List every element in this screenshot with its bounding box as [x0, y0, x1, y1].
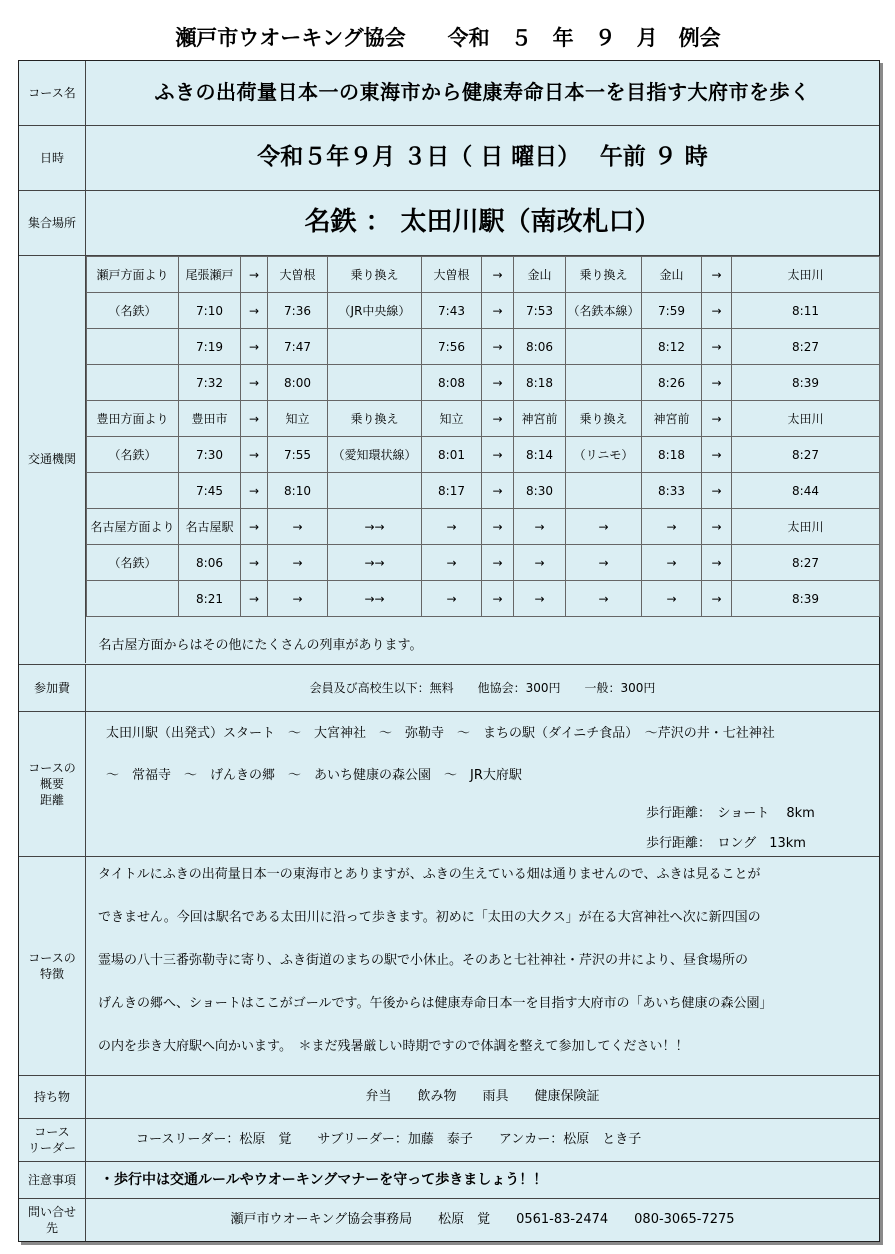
transit-cell: 8:06 — [514, 329, 566, 365]
event-sheet — [18, 60, 880, 1242]
transit-row — [87, 581, 880, 617]
transit-cell: 尾張瀬戸 — [179, 257, 241, 293]
label-caution: 注意事項 — [19, 1162, 86, 1198]
transit-cell: （名鉄） — [87, 545, 179, 581]
transit-cell — [87, 329, 179, 365]
transit-cell: （JR中央線） — [328, 293, 422, 329]
transit-cell: 8:26 — [642, 365, 702, 401]
transit-cell: → — [702, 509, 732, 545]
transit-row — [87, 293, 880, 329]
transit-cell: → — [702, 293, 732, 329]
transit-cell: → — [422, 509, 482, 545]
transit-cell: → — [241, 473, 268, 509]
label-meeting-place: 集合場所 — [19, 191, 86, 255]
transit-cell: → — [422, 545, 482, 581]
transit-cell: 7:30 — [179, 437, 241, 473]
transit-cell: → — [514, 581, 566, 617]
transit-cell: 8:18 — [642, 437, 702, 473]
transit-cell: 8:17 — [422, 473, 482, 509]
feature-line: できません。今回は駅名である太田川に沿って歩きます。初めに「太田の大クス」が在る大宮神社へ次に新四国の — [98, 910, 761, 925]
transit-cell: 8:39 — [732, 581, 880, 617]
transit-cell: 8:30 — [514, 473, 566, 509]
course-features — [86, 857, 879, 1075]
participation-fee: 会員及び高校生以下：無料 他協会：300円 一般：300円 — [309, 681, 656, 695]
transit-cell: → — [702, 257, 732, 293]
transit-row — [87, 437, 880, 473]
feature-line: タイトルにふきの出荷量日本一の東海市とありますが、ふきの生えている畑は通りませんので、ふきは見ることが — [98, 867, 761, 882]
transit-cell: 乗り換え — [328, 401, 422, 437]
transit-cell: → — [482, 473, 514, 509]
transit-cell: 7:19 — [179, 329, 241, 365]
transit-cell: → — [482, 365, 514, 401]
transit-cell — [566, 473, 642, 509]
label-contact: 問い合せ 先 — [19, 1199, 86, 1241]
outline-line-1: 太田川駅（出発式）スタート ～ 大宮神社 ～ 弥勒寺 ～ まちの駅（ダイニチ食品） ～芹沢の井・七社神社 — [106, 726, 775, 741]
transit-cell: 7:43 — [422, 293, 482, 329]
label-features: コースの 特徴 — [19, 857, 86, 1075]
belongings: 弁当 飲み物 雨具 健康保険証 — [365, 1089, 600, 1104]
transit-cell: → — [702, 329, 732, 365]
transit-cell: → — [566, 509, 642, 545]
transit-cell: 8:27 — [732, 545, 880, 581]
transit-cell: 7:56 — [422, 329, 482, 365]
transit-cell: 8:39 — [732, 365, 880, 401]
transit-cell: → — [241, 401, 268, 437]
transit-cell — [328, 473, 422, 509]
transit-cell: 8:08 — [422, 365, 482, 401]
transit-row — [87, 401, 880, 437]
transit-cell — [566, 329, 642, 365]
distance-short: 歩行距離： ショート 8km — [646, 806, 815, 821]
label-outline: コースの 概要 距離 — [19, 712, 86, 856]
transit-cell: → — [482, 293, 514, 329]
transit-cell: → — [702, 401, 732, 437]
transit-cell: 太田川 — [732, 509, 880, 545]
transit-cell: 8:01 — [422, 437, 482, 473]
transit-cell: （名鉄） — [87, 437, 179, 473]
transit-cell: → — [482, 401, 514, 437]
transit-cell: 8:10 — [268, 473, 328, 509]
transit-cell: → — [514, 545, 566, 581]
transit-cell: → — [702, 581, 732, 617]
transit-cell: 神宮前 — [514, 401, 566, 437]
transit-cell: 8:44 — [732, 473, 880, 509]
transit-cell: → — [482, 545, 514, 581]
transit-cell: 8:14 — [514, 437, 566, 473]
transit-cell: 7:10 — [179, 293, 241, 329]
course-name: ふきの出荷量日本一の東海市から健康寿命日本一を目指す大府市を歩く — [154, 80, 811, 104]
transit-cell: → — [642, 581, 702, 617]
transit-cell: → — [241, 509, 268, 545]
transit-cell: → — [482, 329, 514, 365]
transit-table — [86, 256, 880, 669]
transit-cell: 乗り換え — [566, 401, 642, 437]
label-leaders: コース リーダー — [19, 1119, 86, 1161]
label-course-name: コース名 — [19, 61, 86, 125]
transit-cell: → — [482, 509, 514, 545]
transit-cell: 神宮前 — [642, 401, 702, 437]
transit-cell: 8:18 — [514, 365, 566, 401]
transit-cell: 豊田方面より — [87, 401, 179, 437]
transit-cell: 大曽根 — [268, 257, 328, 293]
transit-row — [87, 509, 880, 545]
transit-cell: 7:47 — [268, 329, 328, 365]
transit-cell: → — [702, 473, 732, 509]
transit-cell: （名鉄） — [87, 293, 179, 329]
transit-cell: 大曽根 — [422, 257, 482, 293]
transit-cell: → — [482, 257, 514, 293]
feature-line: げんきの郷へ、ショートはここがゴールです。午後からは健康寿命日本一を目指す大府市の「あいち健康の森公園」 — [98, 996, 773, 1011]
transit-cell: → — [241, 437, 268, 473]
transit-cell: → — [702, 545, 732, 581]
label-transport: 交通機関 — [19, 256, 86, 663]
course-outline — [86, 712, 879, 856]
transit-cell: → — [268, 581, 328, 617]
transit-cell: 太田川 — [732, 257, 880, 293]
transit-body — [87, 257, 880, 617]
feature-line: 霊場の八十三番弥勒寺に寄り、ふき街道のまちの駅で小休止。そのあと七社神社・芹沢の井により、昼食場所の — [98, 953, 749, 968]
transit-cell: → — [241, 257, 268, 293]
transit-cell: 8:21 — [179, 581, 241, 617]
transit-cell: 8:27 — [732, 437, 880, 473]
transit-cell: → — [268, 509, 328, 545]
transit-cell: 知立 — [268, 401, 328, 437]
contact-info: 瀬戸市ウオーキング協会事務局 松原 覚 0561-83-2474 080-3065-7275 — [230, 1212, 735, 1227]
transit-cell: → — [241, 581, 268, 617]
transit-cell: →→ — [328, 509, 422, 545]
label-belongings: 持ち物 — [19, 1076, 86, 1118]
transit-cell: 名古屋方面より — [87, 509, 179, 545]
feature-line: の内を歩き大府駅へ向かいます。 ＊まだ残暑厳しい時期ですので体調を整えて参加してください！！ — [98, 1039, 689, 1054]
transit-cell: → — [241, 545, 268, 581]
transit-note: 名古屋方面からはその他にたくさんの列車があります。 — [87, 617, 880, 670]
transit-cell: （愛知環状線） — [328, 437, 422, 473]
transit-cell — [87, 473, 179, 509]
transit-cell: 8:11 — [732, 293, 880, 329]
transit-cell — [328, 365, 422, 401]
transit-cell: 8:12 — [642, 329, 702, 365]
transit-cell: → — [422, 581, 482, 617]
caution-note: ・歩行中は交通ルールやウオーキングマナーを守って歩きましょう！！ — [100, 1172, 548, 1188]
transit-note-row — [87, 617, 880, 670]
transit-row — [87, 545, 880, 581]
transit-cell: → — [702, 365, 732, 401]
transit-cell: 金山 — [642, 257, 702, 293]
transit-cell: （リニモ） — [566, 437, 642, 473]
transit-cell: → — [482, 581, 514, 617]
transit-cell: → — [482, 437, 514, 473]
meeting-place: 名鉄 ： 太田川駅（南改札口） — [304, 207, 661, 237]
transit-cell: 8:00 — [268, 365, 328, 401]
transit-cell: 8:27 — [732, 329, 880, 365]
transit-cell: → — [241, 329, 268, 365]
transit-cell — [328, 329, 422, 365]
transit-cell: → — [241, 293, 268, 329]
distance-long: 歩行距離： ロング 13km — [646, 836, 806, 851]
transit-cell: 乗り換え — [328, 257, 422, 293]
transit-row — [87, 365, 880, 401]
transit-cell: （名鉄本線） — [566, 293, 642, 329]
transit-cell: 7:45 — [179, 473, 241, 509]
transit-cell: → — [241, 365, 268, 401]
transit-cell: 7:36 — [268, 293, 328, 329]
transit-cell: 8:33 — [642, 473, 702, 509]
transit-cell: 知立 — [422, 401, 482, 437]
transit-cell: 7:55 — [268, 437, 328, 473]
transit-cell: 7:32 — [179, 365, 241, 401]
transit-cell: 豊田市 — [179, 401, 241, 437]
transit-cell: 7:53 — [514, 293, 566, 329]
transit-cell: 太田川 — [732, 401, 880, 437]
transit-cell — [87, 581, 179, 617]
course-leaders: コースリーダー：松原 覚 サブリーダー：加藤 泰子 アンカー：松原 とき子 — [136, 1132, 642, 1147]
event-datetime: 令和５年９月 ３日（ 日 曜日） 午前 ９ 時 — [257, 144, 708, 170]
transit-cell — [87, 365, 179, 401]
transit-cell: 金山 — [514, 257, 566, 293]
label-datetime: 日時 — [19, 126, 86, 190]
page-title: 瀬戸市ウオーキング協会 令和 ５ 年 ９ 月 例会 — [175, 26, 721, 50]
transit-cell: → — [642, 509, 702, 545]
transit-cell — [566, 365, 642, 401]
transit-cell: 名古屋駅 — [179, 509, 241, 545]
transit-cell: → — [702, 437, 732, 473]
transit-row — [87, 473, 880, 509]
transit-row — [87, 329, 880, 365]
transit-row — [87, 257, 880, 293]
label-fee: 参加費 — [19, 665, 86, 711]
outline-line-2: ～ 常福寺 ～ げんきの郷 ～ あいち健康の森公園 ～ JR大府駅 — [106, 768, 522, 783]
transit-cell: →→ — [328, 545, 422, 581]
transit-cell: 瀬戸方面より — [87, 257, 179, 293]
transit-cell: 乗り換え — [566, 257, 642, 293]
transit-cell: 8:06 — [179, 545, 241, 581]
transit-cell: 7:59 — [642, 293, 702, 329]
transit-cell: → — [566, 545, 642, 581]
transit-cell: → — [642, 545, 702, 581]
transit-cell: →→ — [328, 581, 422, 617]
transit-cell: → — [268, 545, 328, 581]
transit-cell: → — [566, 581, 642, 617]
transit-cell: → — [514, 509, 566, 545]
